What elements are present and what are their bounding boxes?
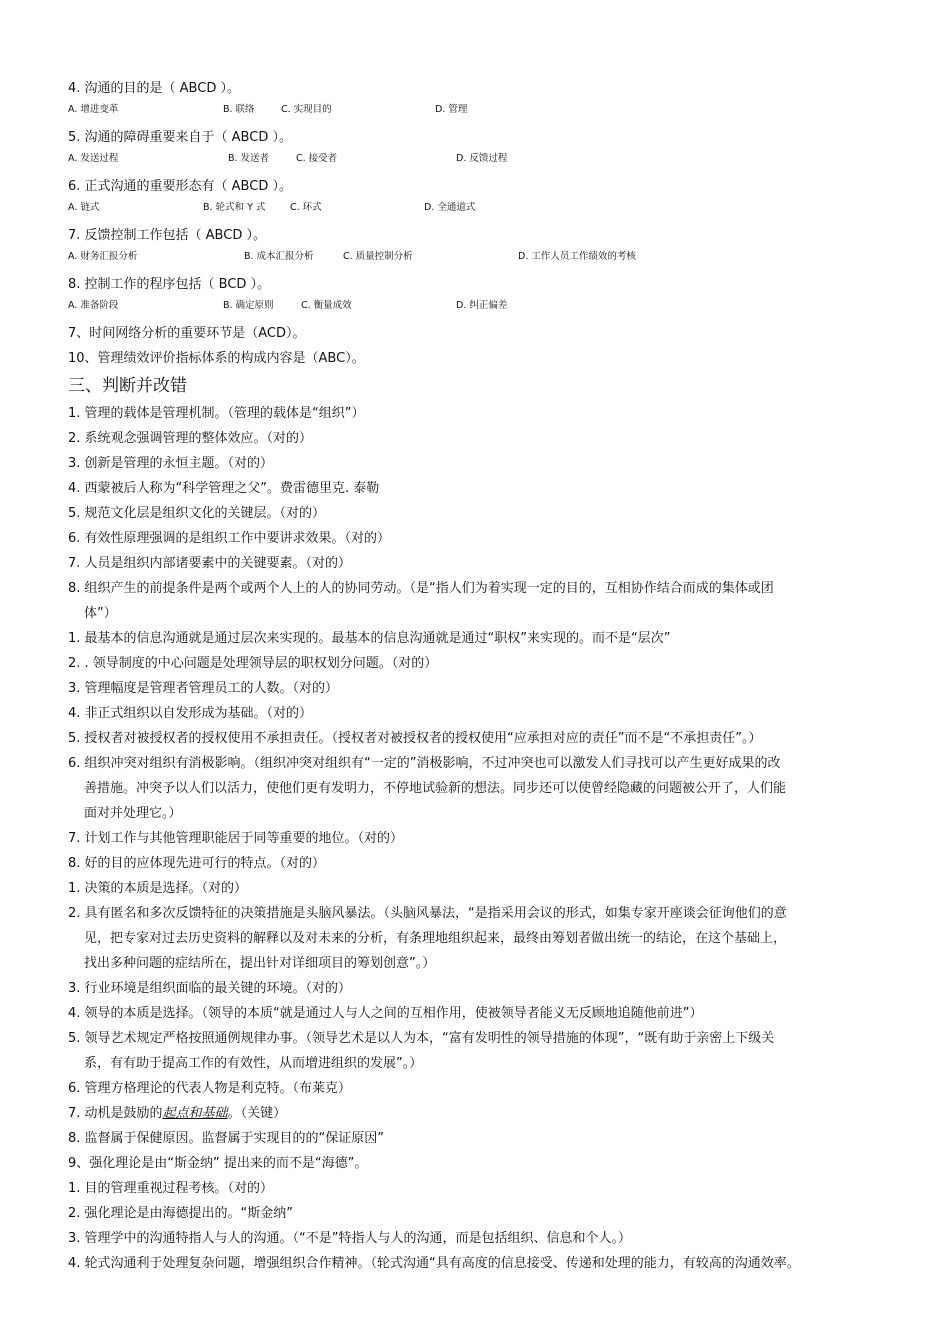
question-text: 8. 控制工作的程序包括（ BCD ）。 [68,277,271,292]
item-text: 2. . 领导制度的中心问题是处理领导层的职权划分问题。（对的） [68,656,438,671]
item-text: 2. 系统观念强调管理的整体效应。（对的） [68,431,313,446]
item-text: 1. 决策的本质是选择。（对的） [68,881,248,896]
list-item [68,1101,892,1126]
item-text: 3. 管理幅度是管理者管理员工的人数。（对的） [68,681,339,696]
list-item [68,901,892,976]
option-text: A. 链式 [68,202,100,213]
list-item [68,651,892,676]
answer-line: 7、时间网络分析的重要环节是（ACD）。 [68,326,306,341]
option-text: C. 实现目的 [281,104,332,115]
item-text: 善措施。冲突予以人们以活力，使他们更有发明力，不停地试验新的想法。同步还可以使曾经隐藏的问题被公开了，人们能 [84,781,787,796]
option-text: A. 准备阶段 [68,300,119,311]
section-title: 三、判断并改错 [68,376,187,396]
list-item [68,1251,892,1276]
list-item [68,451,892,476]
option-text: D. 纠正偏差 [456,300,508,311]
question-text: 7. 反馈控制工作包括（ ABCD ）。 [68,228,266,243]
option-text: B. 成本汇报分析 [244,251,314,262]
option-text: B. 确定原则 [223,300,274,311]
list-item [68,726,892,751]
option-text: C. 接受者 [296,153,338,164]
item-text: 7. 动机是鼓励的 [68,1106,163,1121]
option-text: B. 发送者 [228,153,270,164]
item-text: 4. 非正式组织以自发形成为基础。（对的） [68,706,313,721]
question-text: 4. 沟通的目的是（ ABCD ）。 [68,81,240,96]
item-text: 1. 目的管理重视过程考核。（对的） [68,1181,274,1196]
list-item [68,676,892,701]
list-item [68,1176,892,1201]
item-text: 系，有有助于提高工作的有效性，从而增进组织的发展”。） [84,1056,423,1071]
list-item [68,1151,892,1176]
item-text: 4. 轮式沟通利于处理复杂问题，增强组织合作精神。（轮式沟通“具有高度的信息接受、传递和处理的能力，有较高的沟通效率。 [68,1256,800,1271]
underlined-text: 起点和基础 [162,1106,228,1121]
list-item [68,976,892,1001]
options-row [68,199,892,217]
item-text: 3. 创新是管理的永恒主题。（对的） [68,456,274,471]
list-item [68,1126,892,1151]
option-text: C. 质量控制分析 [343,251,413,262]
choice-questions [68,80,892,315]
item-text: 5. 授权者对被授权者的授权使用不承担责任。（授权者对被授权者的授权使用“应承担对应的责任”而不是“不承担责任”。） [68,731,762,746]
list-item [68,876,892,901]
option-text: A. 发送过程 [68,153,119,164]
list-item [68,526,892,551]
item-text: 7. 计划工作与其他管理职能居于同等重要的地位。（对的） [68,831,404,846]
question-text: 5. 沟通的障碍重要来自于（ ABCD ）。 [68,130,292,145]
list-item [68,826,892,851]
question-text: 6. 正式沟通的重要形态有（ ABCD ）。 [68,179,292,194]
options-row [68,101,892,119]
list-item [68,751,892,826]
item-text: 8. 好的目的应体现先进可行的特点。（对的） [68,856,326,871]
item-text: 6. 组织冲突对组织有消极影响。（组织冲突对组织有“一定的”消极影响，不过冲突也可以激发人们寻找可以产生更好成果的改 [68,756,781,771]
options-row [68,297,892,315]
list-item [68,426,892,451]
item-text: 5. 规范文化层是组织文化的关键层。（对的） [68,506,326,521]
answer-line: 10、管理绩效评价指标体系的构成内容是（ABC）。 [68,351,365,366]
option-text: C. 环式 [290,202,322,213]
item-text: 4. 领导的本质是选择。（领导的本质“就是通过人与人之间的互相作用，使被领导者能义无反顾地追随他前进”） [68,1006,703,1021]
item-text: 6. 管理方格理论的代表人物是利克特。（布莱克） [68,1081,352,1096]
item-text: 6. 有效性原理强调的是组织工作中要讲求效果。（对的） [68,531,391,546]
list-item [68,1201,892,1226]
option-text: D. 反馈过程 [456,153,508,164]
list-item [68,501,892,526]
list-item [68,1226,892,1251]
item-text: 8. 监督属于保健原因。监督属于实现目的的“保证原因” [68,1131,385,1146]
option-text: C. 衡量成效 [301,300,352,311]
item-text: 4. 西蒙被后人称为“科学管理之父”。费雷德里克. 泰勒 [68,481,380,496]
item-text: 3. 行业环境是组织面临的最关键的环境。（对的） [68,981,352,996]
option-text: D. 全通道式 [424,202,476,213]
item-text: 2. 具有匿名和多次反馈特征的决策措施是头脑风暴法。（头脑风暴法，“是指采用会议的形式，如集专家开座谈会征询他们的意 [68,906,787,921]
item-text: 见，把专家对过去历史资料的解释以及对未来的分析，有条理地组织起来，最终由筹划者做出统一的结论，在这个基础上， [84,931,787,946]
list-item [68,1001,892,1026]
extra-lines [68,325,892,368]
option-text: A. 增进变革 [68,104,119,115]
item-text: 找出多种问题的症结所在，提出针对详细项目的筹划创意”。） [84,956,436,971]
item-text: 1. 管理的载体是管理机制。（管理的载体是“组织”） [68,406,365,421]
judgement-items [68,401,892,1276]
item-text: 。（关键） [227,1106,287,1121]
option-text: B. 轮式和 Y 式 [203,202,266,213]
option-text: D. 工作人员工作绩效的考核 [518,251,636,262]
option-text: A. 财务汇报分析 [68,251,138,262]
item-text: 3. 管理学中的沟通特指人与人的沟通。（“不是”特指人与人的沟通，而是包括组织、信息和个人。） [68,1231,632,1246]
item-text: 8. 组织产生的前提条件是两个或两个人上的人的协同劳动。（是“指人们为着实现一定的目的，互相协作结合而成的集体或团 [68,581,774,596]
item-text: 体”） [84,606,117,621]
list-item [68,1076,892,1101]
document-body [68,80,892,1276]
list-item [68,851,892,876]
option-text: B. 联络 [223,104,255,115]
list-item [68,476,892,501]
list-item [68,401,892,426]
item-text: 9、强化理论是由“斯金纳” 提出来的而不是“海德”。 [68,1156,368,1171]
options-row [68,248,892,266]
options-row [68,150,892,168]
list-item [68,1026,892,1076]
item-text: 面对并处理它。） [84,806,182,821]
item-text: 7. 人员是组织内部诸要素中的关键要素。（对的） [68,556,352,571]
item-text: 1. 最基本的信息沟通就是通过层次来实现的。最基本的信息沟通就是通过“职权”来实现的。而不是“层次” [68,631,671,646]
option-text: D. 管理 [435,104,468,115]
item-text: 5. 领导艺术规定严格按照通例规律办事。（领导艺术是以人为本，“富有发明性的领导措施的体现”，“既有助于亲密上下级关 [68,1031,775,1046]
list-item [68,701,892,726]
list-item [68,551,892,576]
list-item [68,626,892,651]
item-text: 2. 强化理论是由海德提出的。“斯金纳” [68,1206,294,1221]
list-item [68,576,892,626]
